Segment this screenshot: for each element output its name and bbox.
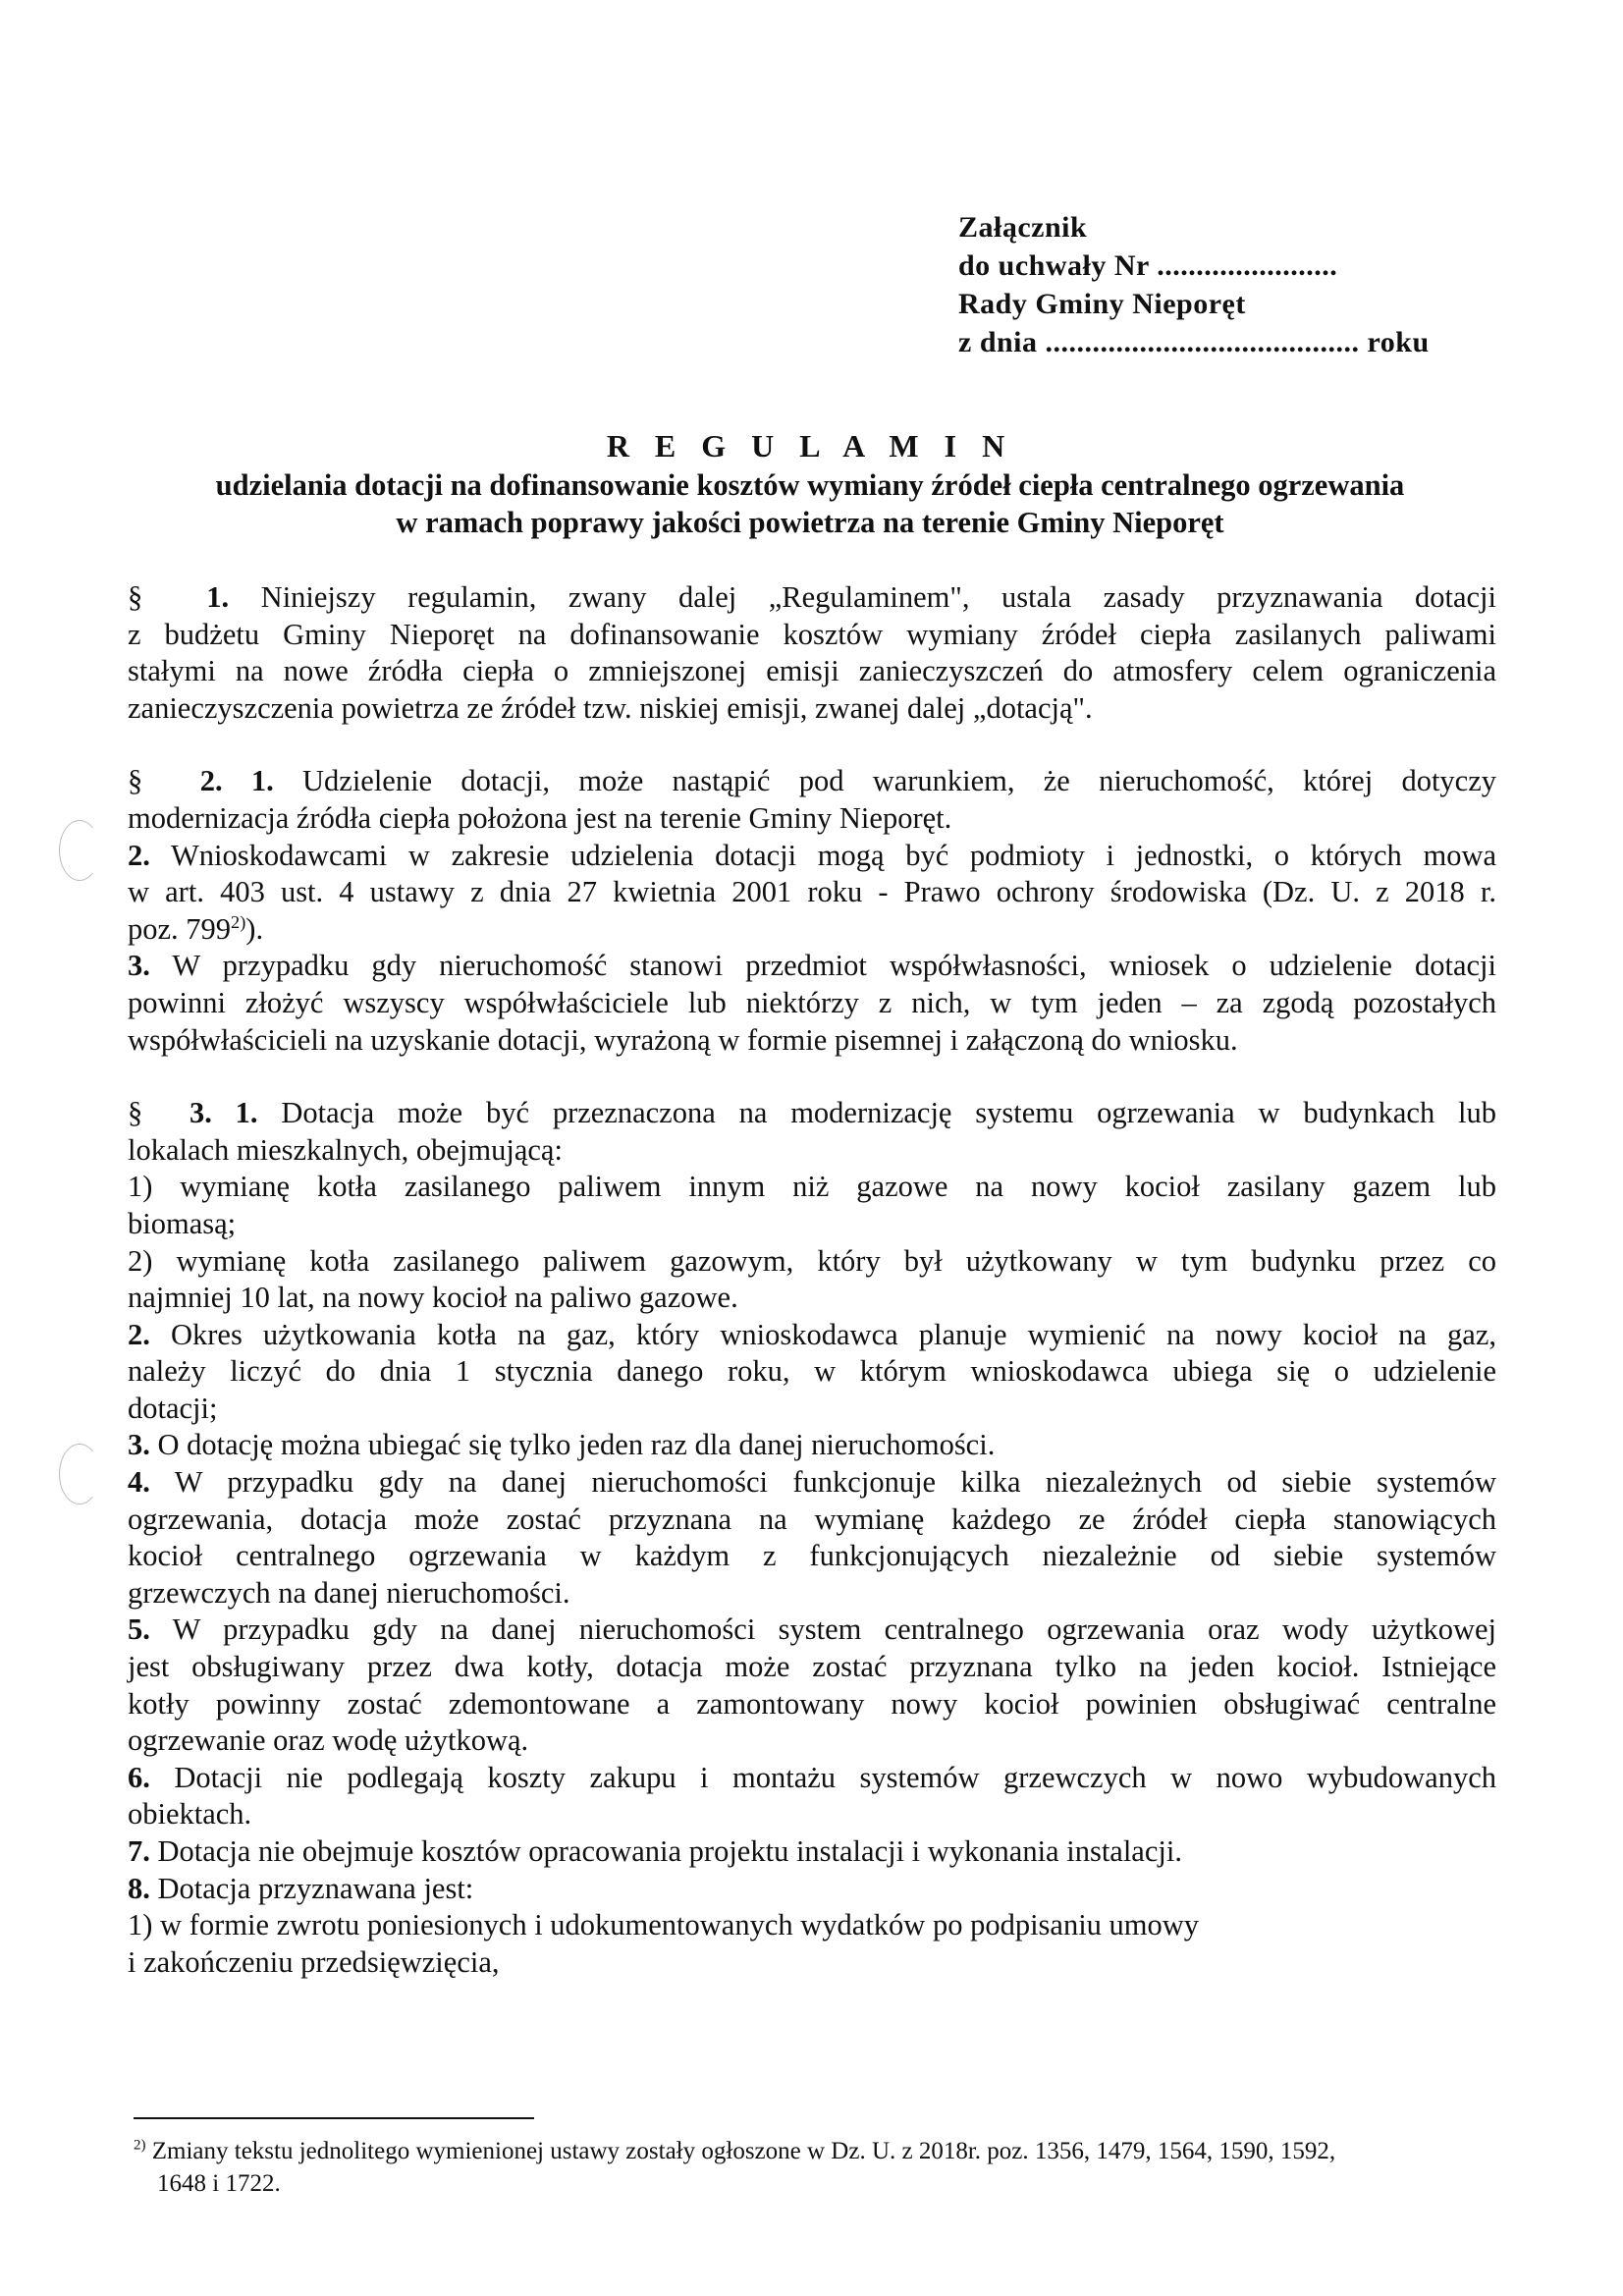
text-line — [128, 1612, 1496, 1649]
header-line: do uchwały Nr ....................... — [958, 249, 1338, 282]
attachment-header — [958, 208, 1469, 361]
text-line: jest obsługiwany przez dwa kotły, dotacja może zostać przyznana tylko na jeden kocioł. Istniejące — [128, 1650, 1496, 1684]
text-line — [128, 838, 1496, 875]
text-line: 1) w formie zwrotu poniesionych i udokumentowanych wydatków po podpisaniu umowy — [128, 1908, 1200, 1942]
text-line: kotły powinny zostać zdemontowane a zamontowany nowy kocioł powinien obsługiwać centralne — [128, 1686, 1496, 1721]
paragraph-2 — [128, 763, 1496, 1059]
text-line: współwłaścicieli na uzyskanie dotacji, wyrażoną w formie pisemnej i załączoną do wniosku. — [128, 1022, 1238, 1057]
item-number: 7. — [128, 1834, 150, 1868]
text-span: poz. 799 — [128, 911, 232, 946]
item-number: 8. — [128, 1871, 150, 1905]
text-span: Dotacja nie obejmuje kosztów opracowania projektu instalacji i wykonania instalacji. — [157, 1834, 1182, 1868]
text-line: dotacji; — [128, 1391, 218, 1425]
text-line: zanieczyszczenia powietrza ze źródeł tzw. niskiej emisji, zwanej dalej „dotacją". — [128, 690, 1093, 725]
text-span: Dotacji nie podlegają koszty zakupu i montażu systemów grzewczych w nowo wybudowanych — [174, 1760, 1496, 1794]
item-number: 2. — [128, 838, 150, 872]
text-line: modernizacja źródła ciepła położona jest na terenie Gminy Nieporęt. — [128, 800, 952, 835]
text-line — [128, 948, 1496, 985]
paragraph-1 — [128, 579, 1496, 727]
header-line: Załącznik — [958, 211, 1088, 244]
item-number: 4. — [128, 1465, 150, 1500]
text-span: Dotacja przyznawana jest: — [157, 1871, 474, 1905]
punch-hole-mark — [59, 1444, 100, 1504]
footnote-divider — [134, 2117, 534, 2119]
text-span: Wnioskodawcami w zakresie udzielenia dotacji mogą być podmioty i jednostki, o których mowa — [171, 838, 1497, 872]
item-number: 5. — [128, 1613, 150, 1647]
text-line: ogrzewanie oraz wodę użytkową. — [128, 1723, 529, 1758]
text-line — [128, 763, 1496, 800]
section-mark: § — [128, 764, 143, 798]
header-line: Rady Gminy Nieporęt — [958, 288, 1246, 320]
item-number: 3. — [128, 1428, 150, 1462]
footnote-ref: 2) — [231, 911, 246, 932]
text-line — [128, 1317, 1496, 1354]
item-number: 2. — [128, 1317, 150, 1351]
text-line — [128, 1871, 1496, 1908]
section-number: 1. — [206, 580, 230, 614]
text-span: O dotację można ubiegać się tylko jeden raz dla danej nieruchomości. — [157, 1428, 996, 1462]
text-line — [128, 1833, 1496, 1871]
item-number: 1. — [250, 764, 274, 798]
text-line: 1) wymianę kotła zasilanego paliwem innym niż gazowe na nowy kocioł zasilany gazem lub — [128, 1170, 1496, 1204]
text-line: ogrzewania, dotacja może zostać przyznana na wymianę każdego ze źródeł ciepła stanowiących — [128, 1502, 1496, 1536]
text-span: Niniejszy regulamin, zwany dalej „Regulaminem", ustala zasady przyznawania dotacji — [260, 580, 1496, 614]
section-number: 2. — [199, 764, 223, 798]
text-line: w art. 403 ust. 4 ustawy z dnia 27 kwietnia 2001 roku - Prawo ochrony środowiska (Dz. U. z 2018 r. — [128, 875, 1496, 909]
text-line: najmniej 10 lat, na nowy kocioł na paliwo gazowe. — [128, 1281, 738, 1315]
text-line: kocioł centralnego ogrzewania w każdym z funkcjonujących niezależnie od siebie systemów — [128, 1539, 1496, 1573]
text-span: Okres użytkowania kotła na gaz, który wnioskodawca planuje wymienić na nowy kocioł na gaz, — [170, 1317, 1496, 1351]
footnote-number: 2) — [134, 2137, 146, 2154]
text-line: stałymi na nowe źródła ciepła o zmniejszonej emisji zanieczyszczeń do atmosfery celem ograniczenia — [128, 654, 1496, 688]
text-line — [128, 911, 1496, 949]
text-line: powinni złożyć wszyscy współwłaściciele lub niektórzy z nich, w tym jeden – za zgodą pozostałych — [128, 985, 1496, 1019]
title-block — [128, 425, 1492, 541]
section-number: 3. — [189, 1096, 212, 1130]
text-span: W przypadku gdy na danej nieruchomości funkcjonuje kilka niezależnych od siebie systemów — [174, 1465, 1496, 1500]
header-line: z dnia ........................................ roku — [958, 326, 1430, 358]
text-line: 2) wymianę kotła zasilanego paliwem gazowym, który był użytkowany w tym budynku przez co — [128, 1243, 1496, 1278]
text-span: Dotacja może być przeznaczona na modernizację systemu ogrzewania w budynkach lub — [281, 1096, 1497, 1130]
text-line: i zakończeniu przedsięwzięcia, — [128, 1944, 500, 1979]
text-line: z budżetu Gminy Nieporęt na dofinansowanie kosztów wymiany źródeł ciepła zasilanych paliwami — [128, 617, 1496, 651]
text-line — [128, 1095, 1496, 1132]
text-line: biomasą; — [128, 1206, 237, 1240]
document-subtitle: udzielania dotacji na dofinansowanie kosztów wymiany źródeł ciepła centralnego ogrzewania — [215, 468, 1405, 502]
item-number: 3. — [128, 949, 150, 983]
text-span: Zmiany tekstu jednolitego wymienionej ustawy zostały ogłoszone w Dz. U. z 2018r. poz. 1356, 1479, 1564, 1590, 1592, — [151, 2138, 1336, 2164]
text-line: obiektach. — [128, 1797, 252, 1831]
text-line — [128, 1427, 1496, 1464]
footnote — [134, 2135, 1498, 2200]
paragraph-3 — [128, 1095, 1496, 1981]
footnote-line: 1648 i 1722. — [157, 2170, 281, 2197]
text-line — [128, 1760, 1496, 1797]
text-line: grzewczych na danej nieruchomości. — [128, 1575, 570, 1610]
item-number: 6. — [128, 1760, 150, 1794]
document-title: R E G U L A M I N — [606, 428, 1014, 464]
footnote-line — [134, 2135, 1498, 2167]
section-mark: § — [128, 580, 143, 614]
text-span: W przypadku gdy na danej nieruchomości system centralnego ogrzewania oraz wody użytkowej — [172, 1613, 1496, 1647]
text-line — [128, 1464, 1496, 1502]
document-body — [128, 579, 1496, 1981]
text-span: W przypadku gdy nieruchomość stanowi przedmiot współwłasności, wniosek o udzielenie dotacji — [172, 949, 1497, 983]
text-span: Udzielenie dotacji, może nastąpić pod warunkiem, że nieruchomość, której dotyczy — [302, 764, 1496, 798]
text-line — [128, 579, 1496, 617]
document-subtitle: w ramach poprawy jakości powietrza na terenie Gminy Nieporęt — [396, 506, 1224, 539]
text-span: ). — [245, 911, 264, 946]
section-mark: § — [128, 1096, 143, 1130]
text-line: należy liczyć do dnia 1 stycznia danego roku, w którym wnioskodawca ubiega się o udzielenie — [128, 1354, 1496, 1389]
text-line: lokalach mieszkalnych, obejmującą: — [128, 1132, 563, 1167]
item-number: 1. — [235, 1096, 258, 1130]
punch-hole-mark — [59, 820, 100, 881]
